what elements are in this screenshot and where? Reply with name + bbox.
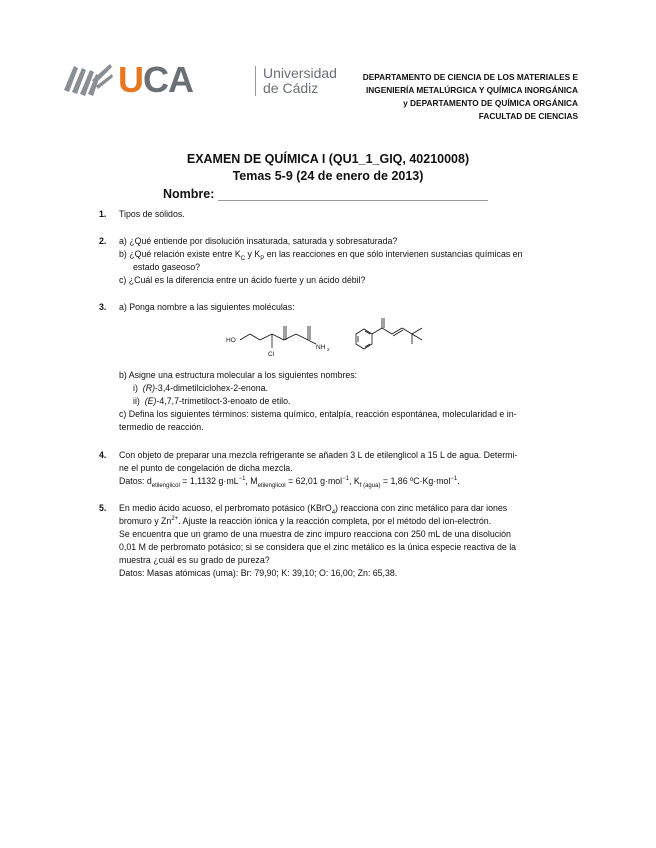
question-4-line1: Con objeto de preparar una mezcla refrigerante se añaden 3 L de etilenglicol a 15 L de agua. Determi- (119, 450, 518, 460)
question-3-part-c: c) Defina los siguientes términos: sistema químico, entalpía, reacción espontánea, molecularidad e in- (119, 409, 517, 419)
question-5-line4: 0,01 M de perbromato potásico; si se considera que el zinc metálico es la única especie reactiva de la (119, 542, 517, 552)
q4-d-sub: etilenglicol (151, 482, 180, 489)
q3bii-name: -4,7,7-trimetiloct-3-enoato de etilo. (156, 396, 291, 406)
question-3-part-b-ii (133, 395, 290, 408)
q4-m-sub: etilenglicol (257, 482, 286, 489)
uca-emblem-icon (62, 60, 114, 98)
logo-name-line2: de Cádiz (263, 80, 319, 96)
q4-k-sup: −1 (450, 476, 458, 483)
q4-datos-label: Datos: d (119, 476, 152, 486)
question-5-line6: Datos: Masas atómicas (uma): Br: 79,90; K: 39,10; O: 16,00; Zn: 65,38. (119, 568, 398, 578)
q4-k-label: , K (348, 476, 360, 486)
q2b-text-3: en las reacciones en que sólo intervienen sustancias químicas en (264, 249, 523, 259)
q3bii-stereo: (E) (144, 396, 157, 406)
question-3-part-a: a) Ponga nombre a las siguientes moléculas: (119, 302, 295, 312)
q4-m-val: = 62,01 g·mol (285, 476, 343, 486)
q5-l2-sup: 2+ (171, 516, 179, 523)
question-3-number: 3. (99, 302, 107, 312)
department-line4: FACULTAD DE CIENCIAS (478, 111, 578, 121)
label-cl: Cl (268, 351, 275, 358)
question-2-number: 2. (99, 236, 107, 246)
question-3-part-c-cont: termedio de reacción. (119, 422, 204, 432)
question-3-part-b-i (133, 382, 268, 395)
q5-l2-pre: bromuro y Zn (119, 516, 172, 526)
question-2-part-a: a) ¿Qué entiende por disolución insaturada, saturada y sobresaturada? (119, 236, 398, 246)
label-ho: HO (226, 337, 236, 344)
question-4-data (119, 475, 589, 488)
exam-subtitle: Temas 5-9 (24 de enero de 2013) (232, 169, 424, 183)
question-2-part-b-cont: estado gaseoso? (133, 262, 201, 272)
department-line3: y DEPARTAMENTO DE QUÍMICA ORGÁNICA (403, 98, 578, 108)
department-line2: INGENIERÍA METALÚRGICA Y QUÍMICA INORGÁNICA (365, 85, 578, 95)
q2b-text-2: y K (245, 249, 261, 259)
label-nh2: NH (316, 344, 326, 351)
molecule-drawings (222, 314, 442, 368)
q3bi-stereo: (R) (142, 383, 155, 393)
logo-letter-u: U (118, 59, 143, 100)
q3bi-num: i) (133, 383, 138, 393)
question-5-line5: muestra ¿cuál es su grado de pureza? (119, 555, 270, 565)
q5-l1-sub: 4 (331, 509, 336, 516)
question-4-line2: ne el punto de congelación de dicha mezcla. (119, 463, 293, 473)
department-line1: DEPARTAMENTO DE CIENCIA DE LOS MATERIALES E (362, 72, 578, 82)
q4-k-sub: f (agua) (359, 482, 381, 489)
question-5-number: 5. (99, 503, 107, 513)
name-field-line[interactable] (218, 200, 488, 201)
exam-title: EXAMEN DE QUÍMICA I (QU1_1_GIQ, 40210008) (186, 152, 470, 166)
logo-name-line1: Universidad (263, 65, 337, 81)
q4-d-sup: −1 (238, 476, 246, 483)
label-nh2-sub: 2 (327, 347, 330, 352)
department-header (318, 71, 578, 123)
q5-l1-pre: En medio ácido acuoso, el perbromato potásico (KBrO (119, 503, 332, 513)
molecule-structures (222, 314, 442, 368)
q4-d-val: = 1,1132 g·mL (179, 476, 239, 486)
question-1-number: 1. (99, 209, 107, 219)
question-5-line3: Se encuentra que un gramo de una muestra de zinc impuro reacciona con 250 mL de una disolución (119, 529, 511, 539)
q5-l1-post: ) reacciona con zinc metálico para dar iones (335, 503, 508, 513)
q3bii-num: ii) (133, 396, 140, 406)
q2b-sub-c: C (240, 255, 246, 262)
question-3-part-b: b) Asigne una estructura molecular a los siguientes nombres: (119, 370, 358, 380)
q4-m-sup: −1 (342, 476, 349, 483)
logo-letters-ca: CA (143, 59, 193, 100)
university-logo (62, 58, 337, 102)
q2b-text-1: b) ¿Qué relación existe entre K (119, 249, 241, 259)
question-4-number: 4. (99, 450, 107, 460)
q3bi-name: -3,4-dimetilciclohex-2-enona. (155, 383, 268, 393)
logo-divider (255, 66, 256, 96)
q4-k-val: = 1,86 ºC·Kg·mol (380, 476, 451, 486)
question-1-text: Tipos de sólidos. (119, 209, 185, 219)
question-5-line2 (119, 515, 579, 528)
q2b-sub-p: P (260, 255, 265, 262)
question-2-part-b (119, 248, 579, 261)
name-label: Nombre: (163, 187, 215, 201)
question-5-line1 (119, 502, 579, 515)
q5-l2-post: . Ajuste la reacción iónica y la reacción completa, por el método del ion-electrón. (178, 516, 492, 526)
q4-k-end: . (457, 476, 460, 486)
q4-m-label: , M (245, 476, 258, 486)
logo-wordmark (118, 58, 193, 102)
question-2-part-c: c) ¿Cuál es la diferencia entre un ácido fuerte y un ácido débil? (119, 275, 366, 285)
